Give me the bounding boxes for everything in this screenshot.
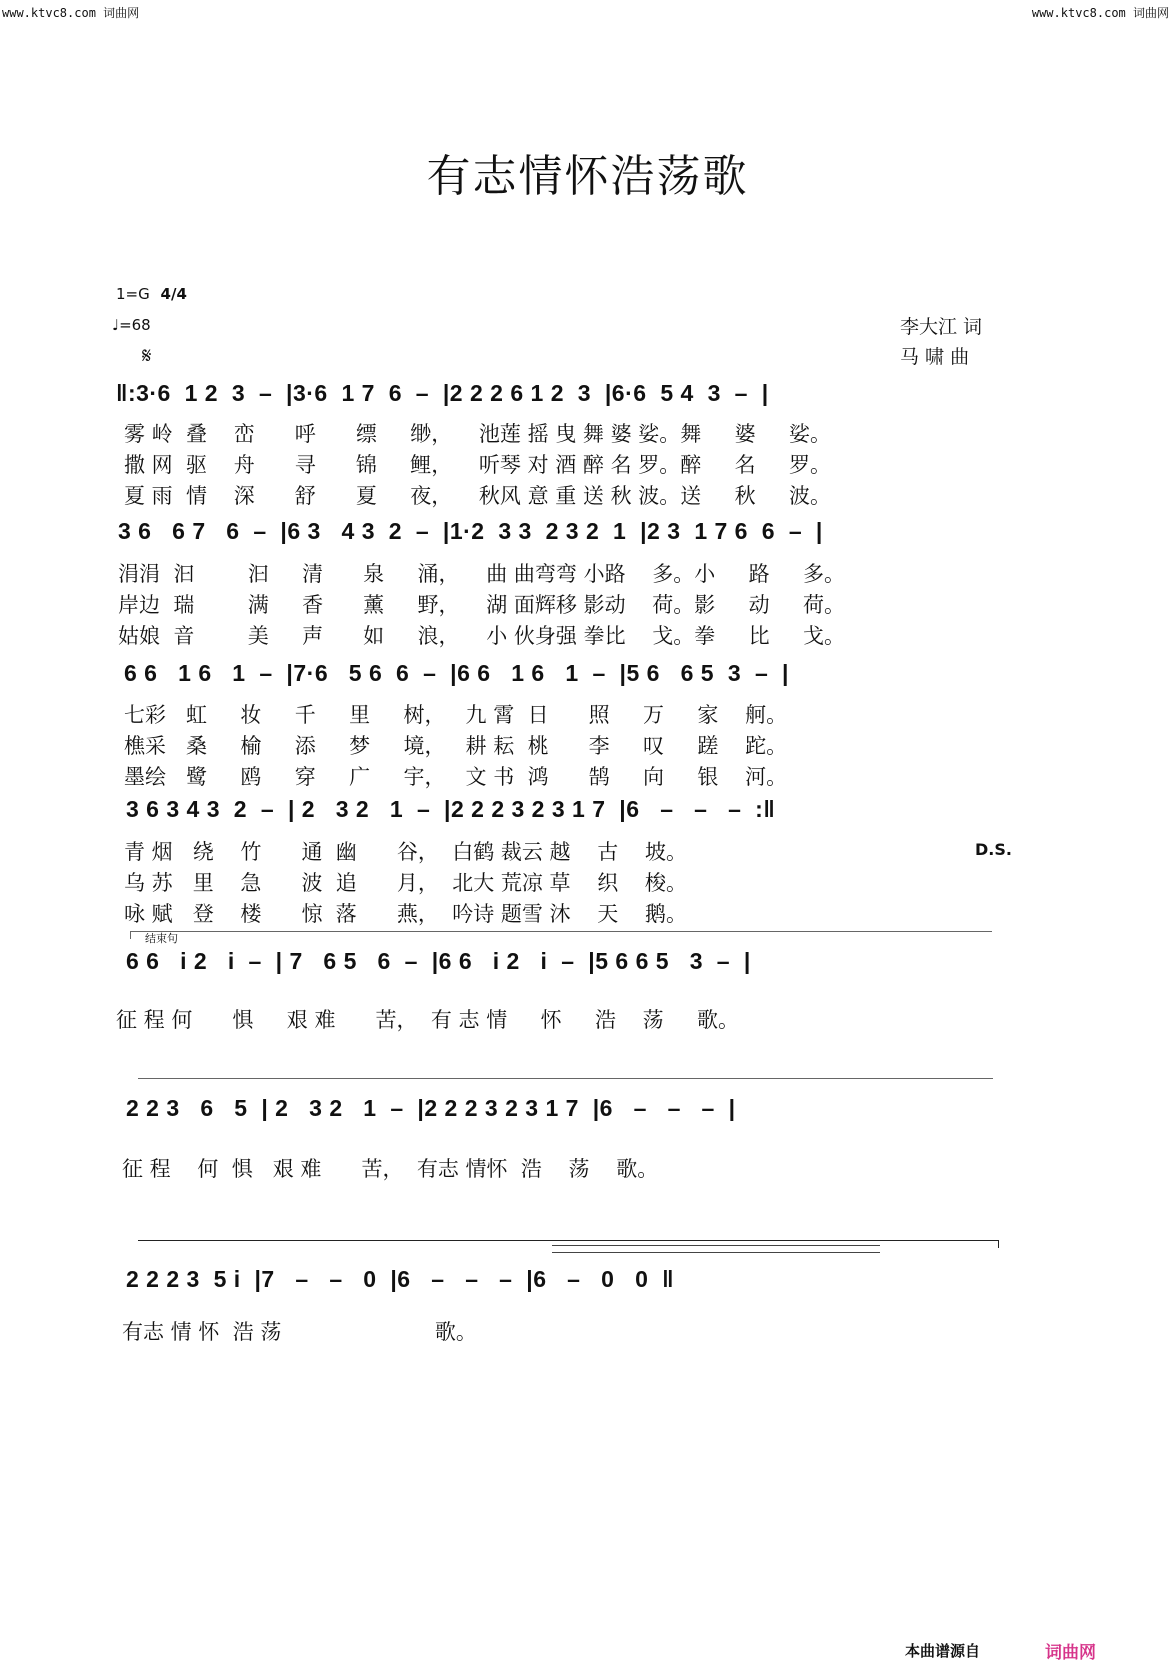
notation-line-2: 3 6 6 7 6 – |6 3 4 3 2 – |1·2 3 3 2 3 2 1 |2 3 1 7 6 6 – | — [118, 518, 823, 544]
ending-label: 结束句 — [145, 932, 178, 945]
notation-line-1: ‖:3·6 1 2 3 – |3·6 1 7 6 – |2 2 2 6 1 2 3 |6·6 5 4 3 – | — [116, 380, 769, 406]
lyric-line-5-1: 征 程 何 惧 艰 难 苦， 有 志 情 怀 浩 荡 歌。 — [116, 1008, 740, 1032]
lyric-line-1-2: 撒 网 驱 舟 寻 锦 鲤， 听琴 对 酒 醉 名 罗。醉 名 罗。 — [124, 453, 832, 477]
volta-bracket-tick — [130, 931, 131, 939]
key-signature — [116, 285, 187, 303]
lyric-line-4-3: 咏 赋 登 楼 惊 落 燕， 吟诗 题雪 沐 天 鹅。 — [124, 902, 687, 926]
divider-end-tick — [998, 1240, 999, 1248]
notation-line-3: 6 6 1 6 1 – |7·6 5 6 6 – |6 6 1 6 1 – |5 6 6 5 3 – | — [124, 660, 789, 686]
composer-credit: 马 啸 曲 — [900, 346, 970, 368]
notation-line-6: 2 2 3 6 5 | 2 3 2 1 – |2 2 2 3 2 3 1 7 |6 – – – | — [126, 1095, 736, 1121]
volta-bracket — [130, 931, 992, 932]
lyric-line-2-1: 涓涓 汩 汩 清 泉 涌， 曲 曲弯弯 小路 多。小 路 多。 — [118, 562, 846, 586]
lyric-line-1-1: 雾 岭 叠 峦 呼 缥 缈， 池莲 摇 曳 舞 婆 娑。舞 婆 娑。 — [124, 422, 832, 446]
section-divider-2 — [138, 1240, 998, 1241]
lyric-line-3-2: 樵采 桑 榆 添 梦 境， 耕 耘 桃 李 叹 蹉 跎。 — [124, 734, 788, 758]
notation-line-4: 3 6 3 4 3 2 – | 2 3 2 1 – |2 2 2 3 2 3 1 7 |6 – – – :‖ — [126, 796, 776, 822]
lyric-line-1-3: 夏 雨 情 深 舒 夏 夜， 秋风 意 重 送 秋 波。送 秋 波。 — [124, 484, 832, 508]
notation-line-7: 2 2 2 3 5 i |7 – – 0 |6 – – – |6 – 0 0 ‖ — [126, 1266, 675, 1292]
lyric-line-7-1: 有志 情 怀 浩 荡 歌。 — [122, 1320, 477, 1344]
lyric-line-3-3: 墨绘 鹭 鸥 穿 广 宇， 文 书 鸿 鹄 向 银 河。 — [124, 765, 788, 789]
footer-source-label: 本曲谱源自 — [905, 1642, 981, 1660]
ds-marking: D.S. — [975, 840, 1012, 859]
lyric-line-2-3: 姑娘 音 美 声 如 浪， 小 伙身强 拳比 戈。拳 比 戈。 — [118, 624, 846, 648]
lyric-line-3-1: 七彩 虹 妆 千 里 树， 九 霄 日 照 万 家 舸。 — [124, 703, 788, 727]
diminuendo-lower — [552, 1252, 880, 1253]
diminuendo-upper — [552, 1245, 880, 1246]
key-label: 1=G — [116, 285, 150, 303]
lyric-line-4-2: 乌 苏 里 急 波 追 月， 北大 荒凉 草 织 梭。 — [124, 871, 687, 895]
time-signature: 4/4 — [160, 285, 187, 303]
header-watermark-right: www.ktvc8.com 词曲网 — [1031, 6, 1169, 20]
lyricist-credit: 李大江 词 — [900, 316, 983, 338]
segno-icon: 𝄋 — [142, 344, 152, 369]
lyric-line-4-1: 青 烟 绕 竹 通 幽 谷， 白鹤 裁云 越 古 坡。 — [124, 840, 687, 864]
notation-line-5: 6 6 i 2 i – | 7 6 5 6 – |6 6 i 2 i – |5 6 6 5 3 – | — [126, 948, 751, 974]
lyric-line-2-2: 岸边 瑞 满 香 薰 野， 湖 面辉移 影动 荷。影 动 荷。 — [118, 593, 846, 617]
tempo-marking: ♩=68 — [112, 316, 151, 334]
page-title: 有志情怀浩荡歌 — [426, 151, 749, 202]
lyric-line-6-1: 征 程 何 惧 艰 难 苦， 有志 情怀 浩 荡 歌。 — [122, 1157, 659, 1181]
header-watermark-left: www.ktvc8.com 词曲网 — [2, 6, 140, 20]
section-divider-1 — [138, 1078, 993, 1079]
footer-brand-logo[interactable]: 词曲网 — [1045, 1643, 1096, 1663]
